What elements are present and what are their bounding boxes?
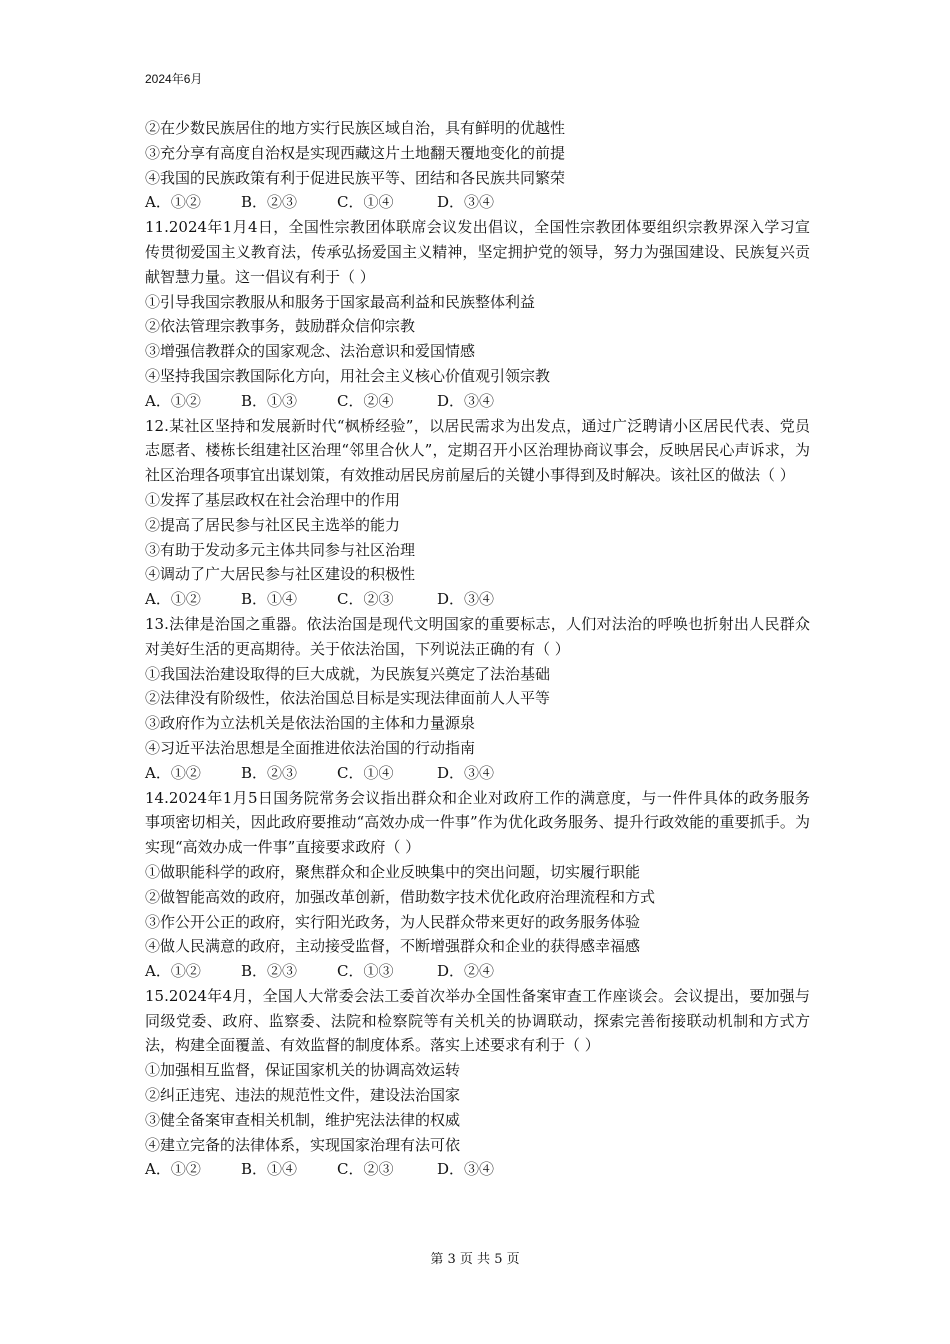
choice-d: D．③④	[437, 590, 495, 609]
question-option: ②提高了居民参与社区民主选举的能力	[145, 515, 401, 534]
question-13	[145, 612, 810, 786]
question-option: ④做人民满意的政府，主动接受监督，不断增强群众和企业的获得感幸福感	[145, 937, 641, 956]
question-12	[145, 414, 810, 612]
choice-c: C．①④	[337, 763, 394, 782]
answer-choices	[145, 959, 810, 984]
page-content	[145, 116, 810, 1182]
choice-a: A．①②	[145, 763, 201, 782]
choice-d: D．②④	[437, 962, 495, 981]
question-option: ②法律没有阶级性，依法治国总目标是实现法律面前人人平等	[145, 689, 551, 708]
choice-a: A．①②	[145, 193, 201, 212]
answer-choices	[145, 389, 810, 414]
question-15	[145, 984, 810, 1182]
intro-choices	[145, 190, 810, 215]
intro-option: ④我国的民族政策有利于促进民族平等、团结和各民族共同繁荣	[145, 168, 566, 187]
choice-a: A．①②	[145, 391, 201, 410]
choice-d: D．③④	[437, 763, 495, 782]
question-14	[145, 786, 810, 984]
question-11	[145, 215, 810, 413]
choice-c: C．②③	[337, 590, 394, 609]
choice-b: B．①③	[241, 391, 298, 410]
question-option: ④建立完备的法律体系，实现国家治理有法可依	[145, 1135, 461, 1154]
question-option: ③政府作为立法机关是依法治国的主体和力量源泉	[145, 714, 476, 733]
question-option: ①我国法治建设取得的巨大成就，为民族复兴奠定了法治基础	[145, 664, 551, 683]
answer-choices	[145, 1157, 810, 1182]
choice-c: C．②③	[337, 1160, 394, 1179]
header-date: 2024年6月	[145, 72, 203, 86]
question-option: ④调动了广大居民参与社区建设的积极性	[145, 565, 416, 584]
question-option: ②做智能高效的政府，加强改革创新，借助数字技术优化政府治理流程和方式	[145, 887, 656, 906]
answer-choices	[145, 761, 810, 786]
page-number: 第 3 页 共 5 页	[430, 1252, 520, 1267]
question-option: ①做职能科学的政府，聚焦群众和企业反映集中的突出问题，切实履行职能	[145, 862, 641, 881]
intro-option: ③充分享有高度自治权是实现西藏这片土地翻天覆地变化的前提	[145, 143, 566, 162]
intro-option: ②在少数民族居住的地方实行民族区域自治，具有鲜明的优越性	[145, 119, 566, 137]
question-option: ③作公开公正的政府，实行阳光政务，为人民群众带来更好的政务服务体验	[145, 912, 641, 931]
choice-d: D．③④	[437, 1160, 495, 1179]
question-stem: 12.某社区坚持和发展新时代“枫桥经验”，以居民需求为出发点，通过广泛聘请小区居民代表、党员志愿者、楼栋长组建社区治理“邻里合伙人”，定期召开小区治理协商议事会，反映居民心声诉求，为社区治理各项事宜出谋划策，有效推动居民房前屋后的关键小事得到及时解决。该社区的做法（ ）	[145, 416, 810, 485]
choice-b: B．②③	[241, 962, 298, 981]
question-option: ③有助于发动多元主体共同参与社区治理	[145, 540, 416, 559]
choice-c: C．②④	[337, 391, 394, 410]
choice-b: B．②③	[241, 763, 298, 782]
question-option: ②依法管理宗教事务，鼓励群众信仰宗教	[145, 317, 416, 336]
choice-b: B．①④	[241, 590, 298, 609]
question-option: ①引导我国宗教服从和服务于国家最高利益和民族整体利益	[145, 292, 536, 311]
question-option: ①加强相互监督，保证国家机关的协调高效运转	[145, 1061, 461, 1080]
choice-c: C．①③	[337, 962, 394, 981]
question-stem: 14.2024年1月5日国务院常务会议指出群众和企业对政府工作的满意度，与一件件具体的政务服务事项密切相关，因此政府要推动“高效办成一件事”作为优化政务服务、提升行政效能的重要抓手。为实现“高效办成一件事”直接要求政府（ ）	[145, 788, 810, 857]
question-option: ④习近平法治思想是全面推进依法治国的行动指南	[145, 738, 476, 757]
question-stem: 13.法律是治国之重器。依法治国是现代文明国家的重要标志，人们对法治的呼唤也折射出人民群众对美好生活的更高期待。关于依法治国，下列说法正确的有（ ）	[145, 614, 810, 658]
answer-choices	[145, 587, 810, 612]
question-option: ③健全备案审查相关机制，维护宪法法律的权威	[145, 1110, 461, 1129]
question-option: ①发挥了基层政权在社会治理中的作用	[145, 490, 401, 509]
choice-d: D．③④	[437, 193, 495, 212]
choice-a: A．①②	[145, 590, 201, 609]
choice-b: B．①④	[241, 1160, 298, 1179]
choice-a: A．①②	[145, 962, 201, 981]
question-option: ④坚持我国宗教国际化方向，用社会主义核心价值观引领宗教	[145, 366, 551, 385]
choice-a: A．①②	[145, 1160, 201, 1179]
intro-block	[145, 116, 810, 215]
question-stem: 15.2024年4月，全国人大常委会法工委首次举办全国性备案审查工作座谈会。会议提出，要加强与同级党委、政府、监察委、法院和检察院等有关机关的协调联动，探索完善衔接联动机制和方式方法，构建全面覆盖、有效监督的制度体系。落实上述要求有利于（ ）	[145, 986, 810, 1055]
choice-d: D．③④	[437, 391, 495, 410]
question-option: ③增强信教群众的国家观念、法治意识和爱国情感	[145, 342, 476, 361]
choice-b: B．②③	[241, 193, 298, 212]
choice-c: C．①④	[337, 193, 394, 212]
question-option: ②纠正违宪、违法的规范性文件，建设法治国家	[145, 1086, 461, 1105]
question-stem: 11.2024年1月4日，全国性宗教团体联席会议发出倡议，全国性宗教团体要组织宗教界深入学习宣传贯彻爱国主义教育法，传承弘扬爱国主义精神，坚定拥护党的领导，努力为强国建设、民族复兴贡献智慧力量。这一倡议有利于（ ）	[145, 218, 810, 286]
